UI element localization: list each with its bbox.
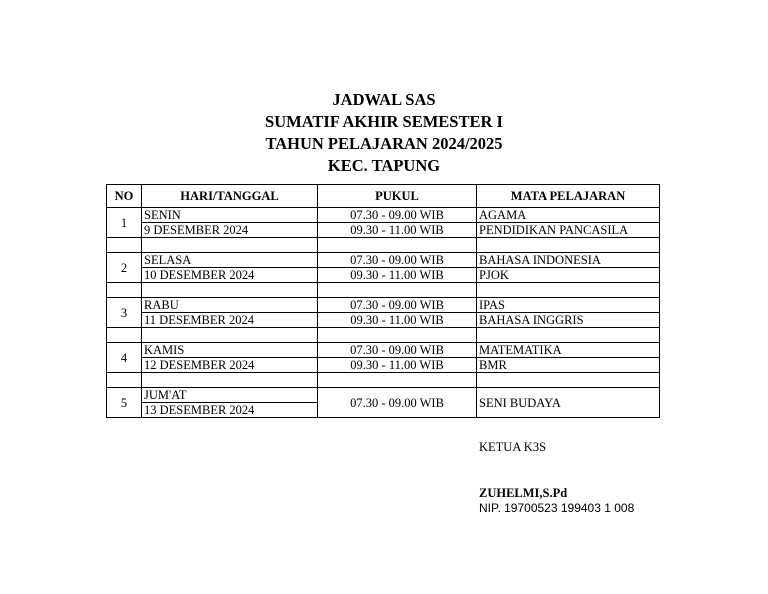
session-subject: PENDIDIKAN PANCASILA <box>477 223 660 238</box>
day-name: JUM'AT <box>142 388 318 403</box>
day-name: SELASA <box>142 253 318 268</box>
session-subject: IPAS <box>477 298 660 313</box>
column-header-time: PUKUL <box>318 185 477 208</box>
row-number: 2 <box>107 253 142 283</box>
day-date: 9 DESEMBER 2024 <box>142 223 318 238</box>
title-line-2: SUMATIF AKHIR SEMESTER I <box>265 112 503 131</box>
row-number: 5 <box>107 388 142 418</box>
session-time: 07.30 - 09.00 WIB <box>318 253 477 268</box>
session-subject: AGAMA <box>477 208 660 223</box>
table-row <box>107 268 660 283</box>
session-subject: BMR <box>477 358 660 373</box>
day-date: 11 DESEMBER 2024 <box>142 313 318 328</box>
session-time: 09.30 - 11.00 WIB <box>318 358 477 373</box>
session-time: 09.30 - 11.00 WIB <box>318 268 477 283</box>
spacer-row <box>107 373 660 388</box>
spacer-row <box>107 328 660 343</box>
session-subject: BAHASA INGGRIS <box>477 313 660 328</box>
table-row <box>107 223 660 238</box>
table-row <box>107 358 660 373</box>
session-time: 09.30 - 11.00 WIB <box>318 223 477 238</box>
session-subject: SENI BUDAYA <box>477 388 660 418</box>
signature-title: KETUA K3S <box>479 440 547 454</box>
day-name: KAMIS <box>142 343 318 358</box>
title-line-4: KEC. TAPUNG <box>327 156 441 175</box>
day-date: 12 DESEMBER 2024 <box>142 358 318 373</box>
session-time: 07.30 - 09.00 WIB <box>318 388 477 418</box>
table-row <box>107 208 660 223</box>
session-time: 09.30 - 11.00 WIB <box>318 313 477 328</box>
title-line-3: TAHUN PELAJARAN 2024/2025 <box>265 134 503 153</box>
day-date: 10 DESEMBER 2024 <box>142 268 318 283</box>
table-header-row <box>107 185 660 208</box>
schedule-table <box>106 184 660 418</box>
signatory-name: ZUHELMI,S.Pd <box>479 486 568 500</box>
row-number: 4 <box>107 343 142 373</box>
spacer-row <box>107 283 660 298</box>
session-subject: BAHASA INDONESIA <box>477 253 660 268</box>
signatory-nip: NIP. 19700523 199403 1 008 <box>479 501 635 515</box>
table-row <box>107 298 660 313</box>
table-row <box>107 253 660 268</box>
day-date: 13 DESEMBER 2024 <box>142 403 318 418</box>
row-number: 3 <box>107 298 142 328</box>
day-name: SENIN <box>142 208 318 223</box>
table-row <box>107 343 660 358</box>
document-title <box>0 89 768 177</box>
table-row <box>107 388 660 403</box>
day-name: RABU <box>142 298 318 313</box>
row-number: 1 <box>107 208 142 238</box>
spacer-row <box>107 238 660 253</box>
session-time: 07.30 - 09.00 WIB <box>318 343 477 358</box>
column-header-day-date: HARI/TANGGAL <box>142 185 318 208</box>
column-header-subject: MATA PELAJARAN <box>477 185 660 208</box>
session-subject: PJOK <box>477 268 660 283</box>
title-line-1: JADWAL SAS <box>332 90 436 109</box>
session-time: 07.30 - 09.00 WIB <box>318 298 477 313</box>
table-row <box>107 313 660 328</box>
session-subject: MATEMATIKA <box>477 343 660 358</box>
column-header-no: NO <box>107 185 142 208</box>
session-time: 07.30 - 09.00 WIB <box>318 208 477 223</box>
